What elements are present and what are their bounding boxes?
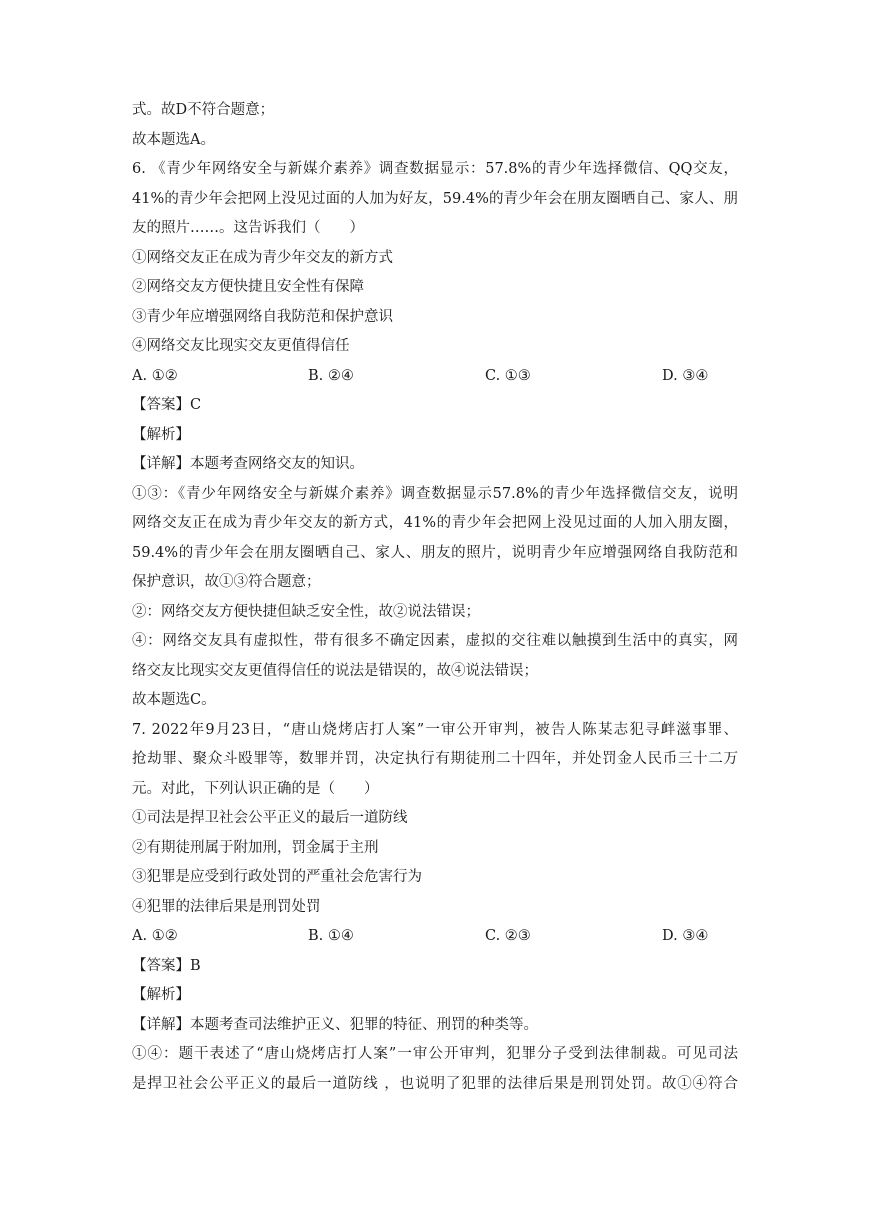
question-7-options — [132, 922, 738, 952]
question-6-analysis-label: 【解析】 — [132, 426, 190, 443]
question-6-answer: 【答案】C — [132, 397, 202, 413]
question-7-detail-line: 【详解】本题考查司法维护正义、犯罪的特征、刑罚的种类等。 — [132, 1016, 538, 1033]
question-6-options — [132, 362, 738, 392]
question-6-stem-line: 友的照片……。这告诉我们（ ） — [132, 220, 364, 236]
question-6-detail-line: ④：网络交友具有虚拟性，带有很多不确定因素，虚拟的交往难以触摸到生活中的真实，网 — [132, 633, 738, 649]
question-6-detail-line: ②：网络交友方便快捷但缺乏安全性，故②说法错误； — [132, 603, 480, 620]
question-6-detail-line: 网络交友正在成为青少年交友的新方式，41%的青少年会把网上没见过面的人加入朋友圈， — [132, 515, 738, 531]
question-6-detail-line: 59.4%的青少年会在朋友圈晒自己、家人、朋友的照片，说明青少年应增强网络自我防范和 — [132, 544, 738, 561]
question-6-item: ①网络交友正在成为青少年交友的新方式 — [132, 249, 393, 266]
question-6-item: ④网络交友比现实交友更值得信任 — [132, 338, 350, 354]
question-6-item: ③青少年应增强网络自我防范和保护意识 — [132, 308, 393, 325]
question-7-answer: 【答案】B — [132, 957, 201, 974]
question-6-stem-line: 41%的青少年会把网上没见过面的人加为好友，59.4%的青少年会在朋友圈晒自己、家人、朋 — [132, 190, 738, 207]
question-7-detail-line: ①④：题干表述了“唐山烧烤店打人案”一审公开审判，犯罪分子受到法律制裁。可见司法 — [132, 1046, 738, 1062]
option-c: C. ①③ — [485, 367, 531, 384]
question-7-item: ②有期徒刑属于附加刑，罚金属于主刑 — [132, 839, 379, 856]
option-d: D. ③④ — [662, 367, 709, 384]
option-b: B. ②④ — [308, 367, 354, 384]
question-6-detail-line: 保护意识，故①③符合题意； — [132, 574, 321, 590]
question-7-item: ④犯罪的法律后果是刑罚处罚 — [132, 898, 321, 915]
question-6-detail-line: 【详解】本题考查网络交友的知识。 — [132, 456, 364, 472]
question-7-analysis-label: 【解析】 — [132, 987, 190, 1003]
text-line: 故本题选A。 — [132, 131, 215, 148]
question-7-stem-line: 元。对此，下列认识正确的是（ ） — [132, 780, 379, 797]
question-7-detail-line: 是捍卫社会公平正义的最后一道防线 ，也说明了犯罪的法律后果是刑罚处罚。故①④符合 — [132, 1075, 738, 1092]
document-page — [132, 96, 738, 1099]
text-line: 式。故D不符合题意； — [132, 102, 275, 118]
question-6-detail-line: ①③：《青少年网络安全与新媒介素养》调查数据显示57.8%的青少年选择微信交友，说明 — [132, 485, 738, 502]
option-b: B. ①④ — [308, 928, 354, 944]
question-7-stem-line: 7. 2022年9月23日，“唐山烧烤店打人案”一审公开审判，被告人陈某志犯寻衅滋事罪、 — [132, 721, 738, 738]
question-6-stem-line: 6. 《青少年网络安全与新媒介素养》调查数据显示：57.8%的青少年选择微信、QQ交友， — [132, 161, 738, 177]
question-7-item: ③犯罪是应受到行政处罚的严重社会危害行为 — [132, 869, 422, 885]
option-a: A. ①② — [132, 367, 178, 384]
option-a: A. ①② — [132, 928, 178, 944]
option-c: C. ②③ — [485, 928, 531, 944]
question-6-detail-line: 故本题选C。 — [132, 692, 216, 708]
question-7-item: ①司法是捍卫社会公平正义的最后一道防线 — [132, 810, 408, 826]
question-6-detail-line: 络交友比现实交友更值得信任的说法是错误的，故④说法错误； — [132, 662, 538, 679]
question-6-item: ②网络交友方便快捷且安全性有保障 — [132, 279, 364, 295]
question-7-stem-line: 抢劫罪、聚众斗殴罪等，数罪并罚，决定执行有期徒刑二十四年，并处罚金人民币三十二万 — [132, 751, 738, 767]
option-d: D. ③④ — [662, 928, 709, 944]
